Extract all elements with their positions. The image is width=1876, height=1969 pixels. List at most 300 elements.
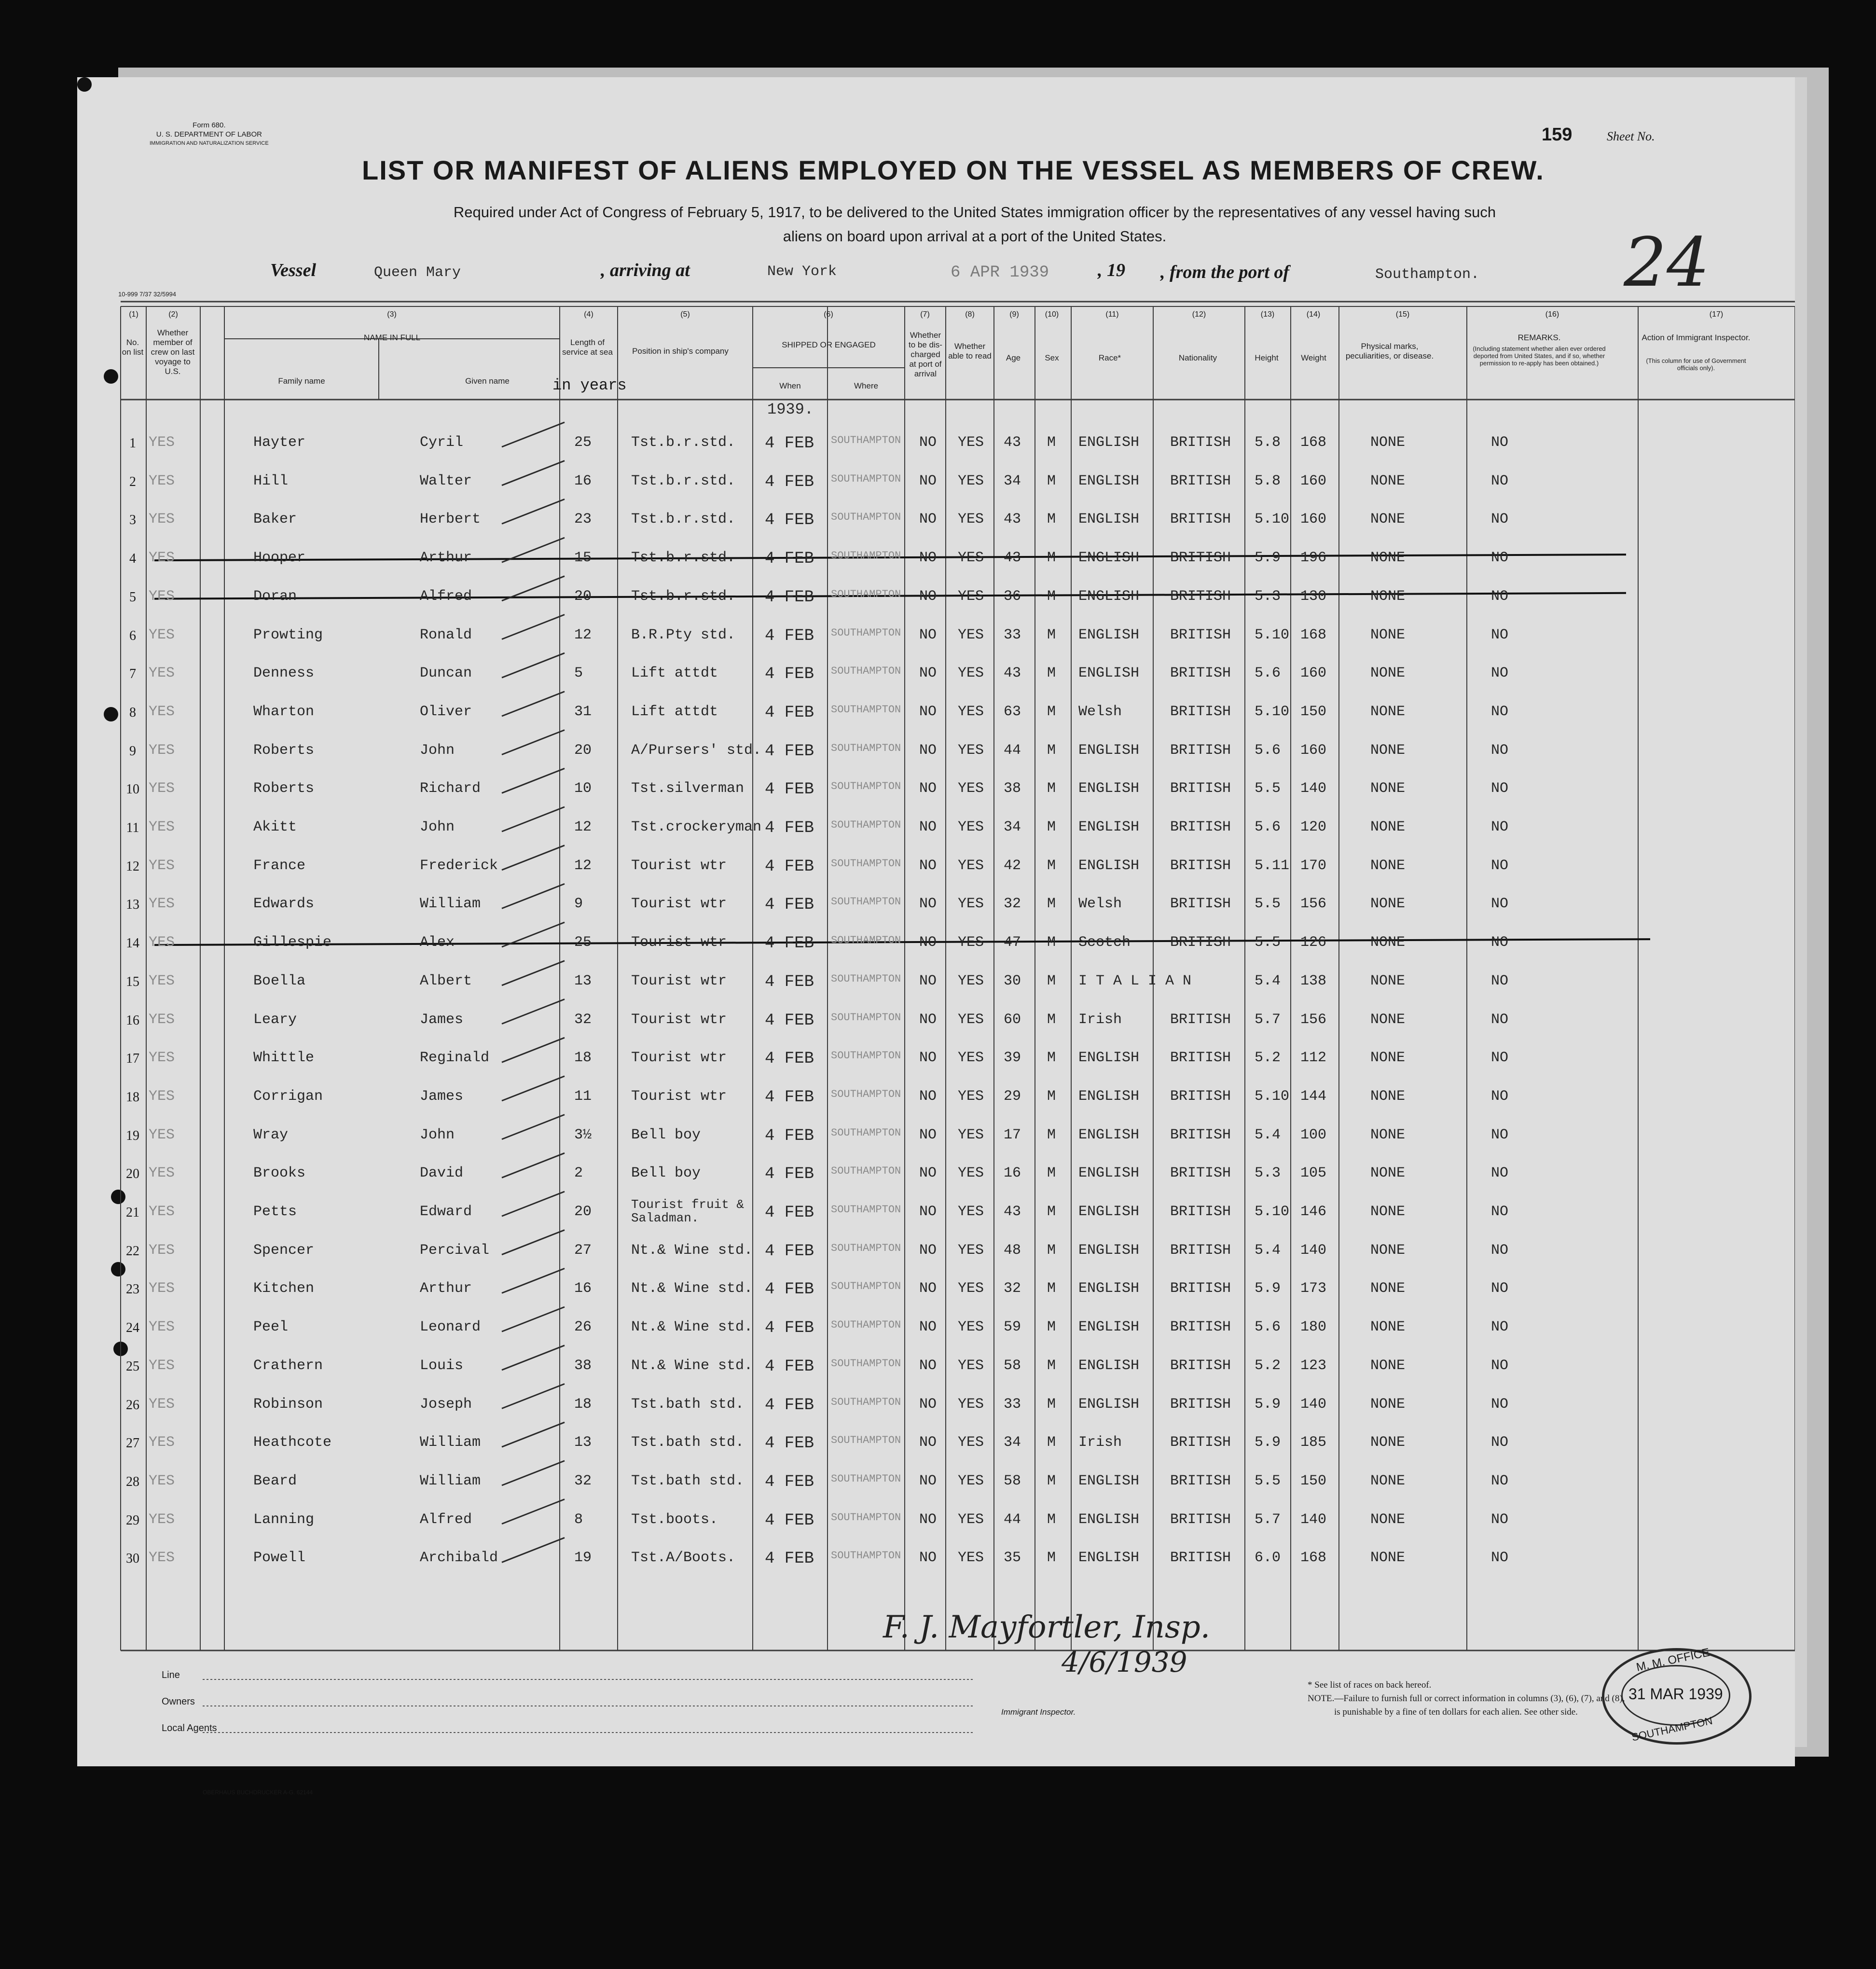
- row-height: 5.2: [1255, 1050, 1281, 1067]
- from-port: Southampton.: [1375, 266, 1480, 283]
- row-nationality: BRITISH: [1170, 626, 1231, 643]
- footer-lines: [77, 77, 1795, 1766]
- row-sex: M: [1047, 1319, 1056, 1336]
- header-given-name: Given name: [465, 376, 510, 386]
- row-race: Irish: [1078, 1011, 1122, 1028]
- column-number: (3): [387, 310, 397, 319]
- header-weight: Weight: [1301, 353, 1326, 362]
- penalty-note-2: is punishable by a fine of ten dollars for each alien. See other side.: [1334, 1707, 1578, 1717]
- row-able-to-read: YES: [958, 972, 984, 989]
- row-discharged: NO: [919, 434, 937, 451]
- row-shipped-where: SOUTHAMPTON: [831, 472, 901, 485]
- row-physical-marks: NONE: [1370, 1242, 1406, 1259]
- row-discharged: NO: [919, 1319, 937, 1336]
- row-sex: M: [1047, 780, 1056, 797]
- row-remarks: NO: [1491, 1011, 1509, 1028]
- row-able-to-read: YES: [958, 472, 984, 489]
- row-family-name: Wray: [253, 1126, 289, 1143]
- row-shipped-when: 4 FEB: [765, 665, 814, 684]
- header-sex: Sex: [1045, 353, 1059, 362]
- row-physical-marks: NONE: [1370, 819, 1406, 835]
- row-nationality: BRITISH: [1170, 1357, 1231, 1374]
- row-length-of-service: 32: [574, 1011, 592, 1028]
- row-length-of-service: 31: [574, 703, 592, 720]
- row-weight: 100: [1300, 1126, 1327, 1143]
- row-age: 39: [1004, 1050, 1021, 1067]
- row-able-to-read: YES: [958, 434, 984, 451]
- row-weight: 144: [1300, 1088, 1327, 1105]
- row-physical-marks: NONE: [1370, 1088, 1406, 1105]
- row-race: ENGLISH: [1078, 550, 1140, 567]
- row-race: ENGLISH: [1078, 588, 1140, 605]
- row-race: ENGLISH: [1078, 819, 1140, 835]
- column-number: (13): [1260, 310, 1275, 319]
- row-nationality: BRITISH: [1170, 1434, 1231, 1451]
- row-remarks: NO: [1491, 972, 1509, 989]
- row-weight: 140: [1300, 780, 1327, 797]
- row-length-of-service: 16: [574, 1280, 592, 1297]
- row-sex: M: [1047, 550, 1056, 567]
- row-crew-status: YES: [149, 472, 175, 489]
- row-number: 19: [126, 1128, 139, 1143]
- row-able-to-read: YES: [958, 1396, 984, 1413]
- row-age: 34: [1004, 1434, 1021, 1451]
- row-remarks: NO: [1491, 1319, 1509, 1336]
- row-shipped-when: 4 FEB: [765, 1280, 814, 1299]
- row-number: 28: [126, 1474, 139, 1489]
- header-where: Where: [854, 381, 879, 390]
- row-discharged: NO: [919, 1280, 937, 1297]
- row-shipped-where: SOUTHAMPTON: [831, 1088, 901, 1100]
- row-shipped-where: SOUTHAMPTON: [831, 972, 901, 985]
- row-shipped-where: SOUTHAMPTON: [831, 742, 901, 754]
- row-shipped-where: SOUTHAMPTON: [831, 1050, 901, 1062]
- row-weight: 112: [1300, 1050, 1327, 1067]
- row-physical-marks: NONE: [1370, 550, 1406, 567]
- row-position: Tst.b.r.std.: [631, 550, 736, 567]
- row-crew-status: YES: [149, 1204, 175, 1220]
- row-length-of-service: 32: [574, 1472, 592, 1489]
- row-discharged: NO: [919, 972, 937, 989]
- printer-mark: OBERHAUS BUCHDRUCKER A-G. 62144: [203, 1789, 313, 1796]
- row-crew-status: YES: [149, 896, 175, 913]
- row-able-to-read: YES: [958, 742, 984, 759]
- row-shipped-where: SOUTHAMPTON: [831, 1204, 901, 1216]
- row-able-to-read: YES: [958, 1550, 984, 1567]
- row-race: ENGLISH: [1078, 1550, 1140, 1567]
- row-crew-status: YES: [149, 1126, 175, 1143]
- row-family-name: Hooper: [253, 550, 306, 567]
- row-sex: M: [1047, 1204, 1056, 1220]
- row-sex: M: [1047, 934, 1056, 951]
- row-family-name: Edwards: [253, 896, 315, 913]
- row-weight: 126: [1300, 934, 1327, 951]
- row-sex: M: [1047, 1396, 1056, 1413]
- arriving-label: , arriving at: [601, 260, 690, 280]
- row-weight: 130: [1300, 588, 1327, 605]
- row-nationality: BRITISH: [1170, 934, 1231, 951]
- row-height: 5.2: [1255, 1357, 1281, 1374]
- row-family-name: Powell: [253, 1550, 306, 1567]
- row-given-name: William: [420, 1472, 481, 1489]
- header-action-note: (This column for use of Government officials only).: [1646, 357, 1746, 372]
- header-whether-member: Whether member of crew on last voyage to U.S.: [151, 328, 195, 376]
- stamp-top-text: M. M. OFFICE: [1635, 1646, 1711, 1674]
- row-height: 5.5: [1255, 934, 1281, 951]
- row-age: 33: [1004, 1396, 1021, 1413]
- row-family-name: Roberts: [253, 742, 315, 759]
- row-family-name: Akitt: [253, 819, 297, 835]
- row-able-to-read: YES: [958, 896, 984, 913]
- penalty-note: NOTE.—Failure to furnish full or correct information in columns (3), (6), (7), and (8),: [1308, 1693, 1625, 1704]
- row-discharged: NO: [919, 1242, 937, 1259]
- row-family-name: Hill: [253, 472, 289, 489]
- row-weight: 146: [1300, 1204, 1327, 1220]
- row-age: 35: [1004, 1550, 1021, 1567]
- row-height: 5.4: [1255, 1242, 1281, 1259]
- row-family-name: Prowting: [253, 626, 323, 643]
- row-number: 20: [126, 1166, 139, 1182]
- row-remarks: NO: [1491, 819, 1509, 835]
- row-height: 5.10: [1255, 626, 1290, 643]
- row-family-name: Corrigan: [253, 1088, 323, 1105]
- row-shipped-when: 4 FEB: [765, 1550, 814, 1568]
- row-crew-status: YES: [149, 1511, 175, 1528]
- row-sex: M: [1047, 1050, 1056, 1067]
- row-shipped-where: SOUTHAMPTON: [831, 1165, 901, 1178]
- row-age: 34: [1004, 472, 1021, 489]
- row-remarks: NO: [1491, 934, 1509, 951]
- row-sex: M: [1047, 472, 1056, 489]
- row-race: ENGLISH: [1078, 857, 1140, 874]
- row-weight: 140: [1300, 1396, 1327, 1413]
- row-sex: M: [1047, 1165, 1056, 1182]
- sheet-number: 159: [1542, 125, 1573, 145]
- row-age: 63: [1004, 703, 1021, 720]
- row-number: 26: [126, 1397, 139, 1413]
- row-given-name: David: [420, 1165, 464, 1182]
- row-discharged: NO: [919, 550, 937, 567]
- row-shipped-when: 4 FEB: [765, 434, 814, 453]
- row-crew-status: YES: [149, 434, 175, 451]
- row-discharged: NO: [919, 1472, 937, 1489]
- row-nationality: BRITISH: [1170, 1011, 1231, 1028]
- row-physical-marks: NONE: [1370, 703, 1406, 720]
- row-height: 5.5: [1255, 780, 1281, 797]
- header-length-of-service: Length of service at sea: [562, 338, 613, 357]
- row-shipped-when: 4 FEB: [765, 511, 814, 530]
- header-race: Race*: [1098, 353, 1121, 362]
- row-physical-marks: NONE: [1370, 1319, 1406, 1336]
- row-given-name: Louis: [420, 1357, 464, 1374]
- row-age: 60: [1004, 1011, 1021, 1028]
- row-height: 5.7: [1255, 1011, 1281, 1028]
- row-physical-marks: NONE: [1370, 780, 1406, 797]
- column-number: (4): [584, 310, 593, 319]
- row-weight: 160: [1300, 472, 1327, 489]
- row-physical-marks: NONE: [1370, 1204, 1406, 1220]
- row-position: Nt.& Wine std.: [631, 1280, 753, 1297]
- row-able-to-read: YES: [958, 626, 984, 643]
- column-number: (9): [1009, 310, 1019, 319]
- row-race: ENGLISH: [1078, 665, 1140, 682]
- row-position: Bell boy: [631, 1126, 701, 1143]
- row-length-of-service: 26: [574, 1319, 592, 1336]
- row-position: Tst.silverman: [631, 780, 745, 797]
- row-height: 5.5: [1255, 1472, 1281, 1489]
- row-family-name: Roberts: [253, 780, 315, 797]
- row-shipped-when: 4 FEB: [765, 1511, 814, 1530]
- row-number: 22: [126, 1243, 139, 1259]
- row-physical-marks: NONE: [1370, 1434, 1406, 1451]
- row-shipped-where: SOUTHAMPTON: [831, 1357, 901, 1370]
- row-discharged: NO: [919, 819, 937, 835]
- row-shipped-where: SOUTHAMPTON: [831, 780, 901, 793]
- row-given-name: Arthur: [420, 550, 472, 567]
- row-crew-status: YES: [149, 1434, 175, 1451]
- row-discharged: NO: [919, 1204, 937, 1220]
- row-family-name: Heathcote: [253, 1434, 332, 1451]
- row-number: 15: [126, 974, 139, 989]
- row-physical-marks: NONE: [1370, 434, 1406, 451]
- column-number: (10): [1045, 310, 1059, 319]
- row-age: 43: [1004, 434, 1021, 451]
- row-crew-status: YES: [149, 1357, 175, 1374]
- row-crew-status: YES: [149, 934, 175, 951]
- header-position: Position in ship's company: [632, 347, 729, 356]
- arriving-port: New York: [767, 263, 837, 280]
- row-physical-marks: NONE: [1370, 742, 1406, 759]
- row-shipped-where: SOUTHAMPTON: [831, 1396, 901, 1408]
- header-physical-marks: Physical marks, peculiarities, or disease.: [1345, 342, 1434, 361]
- row-length-of-service: 12: [574, 857, 592, 874]
- row-physical-marks: NONE: [1370, 1550, 1406, 1567]
- vessel-label: Vessel: [270, 260, 316, 280]
- row-length-of-service: 3½: [574, 1126, 592, 1143]
- row-family-name: Denness: [253, 665, 315, 682]
- row-physical-marks: NONE: [1370, 1280, 1406, 1297]
- row-length-of-service: 20: [574, 588, 592, 605]
- row-race: Scotch: [1078, 934, 1131, 951]
- row-able-to-read: YES: [958, 1434, 984, 1451]
- row-shipped-when: 4 FEB: [765, 742, 814, 761]
- row-shipped-where: SOUTHAMPTON: [831, 588, 901, 600]
- row-family-name: Baker: [253, 511, 297, 528]
- agents-label: Local Agents: [162, 1723, 217, 1733]
- row-weight: 156: [1300, 1011, 1327, 1028]
- row-remarks: NO: [1491, 1396, 1509, 1413]
- row-able-to-read: YES: [958, 703, 984, 720]
- row-nationality: BRITISH: [1170, 1165, 1231, 1182]
- row-given-name: James: [420, 1011, 464, 1028]
- row-age: 43: [1004, 1204, 1021, 1220]
- row-able-to-read: YES: [958, 1472, 984, 1489]
- row-number: 3: [129, 513, 136, 528]
- row-age: 43: [1004, 511, 1021, 528]
- row-remarks: NO: [1491, 511, 1509, 528]
- row-nationality: BRITISH: [1170, 857, 1231, 874]
- row-given-name: Alex: [420, 934, 455, 951]
- column-number: (11): [1105, 310, 1119, 319]
- row-remarks: NO: [1491, 780, 1509, 797]
- row-given-name: Percival: [420, 1242, 490, 1259]
- row-weight: 173: [1300, 1280, 1327, 1297]
- row-age: 34: [1004, 819, 1021, 835]
- row-shipped-where: SOUTHAMPTON: [831, 934, 901, 947]
- row-physical-marks: NONE: [1370, 472, 1406, 489]
- row-sex: M: [1047, 1242, 1056, 1259]
- row-weight: 123: [1300, 1357, 1327, 1374]
- row-number: 8: [129, 705, 136, 720]
- row-number: 16: [126, 1012, 139, 1028]
- row-crew-status: YES: [149, 626, 175, 643]
- subtitle-line-2: aliens on board upon arrival at a port of the United States.: [783, 228, 1167, 245]
- header-height: Height: [1255, 353, 1279, 362]
- row-number: 23: [126, 1282, 139, 1297]
- row-family-name: Doran: [253, 588, 297, 605]
- row-age: 44: [1004, 742, 1021, 759]
- row-shipped-when: 4 FEB: [765, 1357, 814, 1376]
- row-shipped-when: 4 FEB: [765, 588, 814, 607]
- row-length-of-service: 20: [574, 1204, 592, 1220]
- row-weight: 168: [1300, 1550, 1327, 1567]
- row-given-name: Reginald: [420, 1050, 490, 1067]
- row-weight: 160: [1300, 742, 1327, 759]
- row-shipped-where: SOUTHAMPTON: [831, 626, 901, 639]
- row-number: 5: [129, 589, 136, 605]
- column-number: (14): [1306, 310, 1321, 319]
- row-able-to-read: YES: [958, 550, 984, 567]
- row-remarks: NO: [1491, 550, 1509, 567]
- row-race: ENGLISH: [1078, 626, 1140, 643]
- row-length-of-service: 13: [574, 972, 592, 989]
- row-shipped-when: 4 FEB: [765, 780, 814, 799]
- row-sex: M: [1047, 511, 1056, 528]
- row-physical-marks: NONE: [1370, 896, 1406, 913]
- row-length-of-service: 10: [574, 780, 592, 797]
- row-sex: M: [1047, 1011, 1056, 1028]
- row-age: 17: [1004, 1126, 1021, 1143]
- row-height: 5.11: [1255, 857, 1290, 874]
- row-position: Lift attdt: [631, 665, 718, 682]
- row-able-to-read: YES: [958, 1280, 984, 1297]
- row-position: Tourist fruit & Saladman.: [631, 1197, 745, 1225]
- row-age: 58: [1004, 1472, 1021, 1489]
- row-height: 5.4: [1255, 972, 1281, 989]
- header-discharged: Whether to be dis-charged at port of arrival: [909, 331, 942, 378]
- row-discharged: NO: [919, 1550, 937, 1567]
- row-discharged: NO: [919, 934, 937, 951]
- row-height: 5.3: [1255, 1165, 1281, 1182]
- row-remarks: NO: [1491, 1126, 1509, 1143]
- row-sex: M: [1047, 819, 1056, 835]
- row-height: 5.9: [1255, 1280, 1281, 1297]
- row-shipped-when: 4 FEB: [765, 626, 814, 645]
- print-code: 10-999 7/37 32/5994: [118, 291, 176, 298]
- row-remarks: NO: [1491, 1242, 1509, 1259]
- row-crew-status: YES: [149, 1050, 175, 1067]
- row-number: 25: [126, 1359, 139, 1374]
- row-height: 6.0: [1255, 1550, 1281, 1567]
- row-crew-status: YES: [149, 1242, 175, 1259]
- row-shipped-when: 4 FEB: [765, 1242, 814, 1261]
- row-shipped-when: 4 FEB: [765, 1319, 814, 1338]
- row-given-name: John: [420, 819, 455, 835]
- header-shipped: SHIPPED OR ENGAGED: [782, 340, 876, 349]
- row-number: 21: [126, 1205, 139, 1220]
- row-length-of-service: 19: [574, 1550, 592, 1567]
- row-nationality: BRITISH: [1170, 1280, 1231, 1297]
- row-weight: 156: [1300, 896, 1327, 913]
- row-length-of-service: 18: [574, 1396, 592, 1413]
- row-crew-status: YES: [149, 857, 175, 874]
- row-age: 59: [1004, 1319, 1021, 1336]
- row-shipped-when: 4 FEB: [765, 1126, 814, 1145]
- row-family-name: Spencer: [253, 1242, 315, 1259]
- row-crew-status: YES: [149, 819, 175, 835]
- row-weight: 160: [1300, 665, 1327, 682]
- row-shipped-where: SOUTHAMPTON: [831, 1242, 901, 1254]
- row-number: 7: [129, 666, 136, 682]
- row-age: 30: [1004, 972, 1021, 989]
- row-height: 5.10: [1255, 1204, 1290, 1220]
- row-sex: M: [1047, 742, 1056, 759]
- row-family-name: Boella: [253, 972, 306, 989]
- row-sex: M: [1047, 1280, 1056, 1297]
- row-height: 5.6: [1255, 742, 1281, 759]
- row-race: ENGLISH: [1078, 780, 1140, 797]
- row-discharged: NO: [919, 703, 937, 720]
- row-family-name: Wharton: [253, 703, 315, 720]
- row-shipped-when: 4 FEB: [765, 703, 814, 722]
- row-race: ENGLISH: [1078, 1088, 1140, 1105]
- row-weight: 105: [1300, 1165, 1327, 1182]
- row-nationality: BRITISH: [1170, 1126, 1231, 1143]
- row-crew-status: YES: [149, 1165, 175, 1182]
- row-position: Tourist wtr: [631, 1011, 727, 1028]
- row-shipped-where: SOUTHAMPTON: [831, 550, 901, 562]
- row-shipped-where: SOUTHAMPTON: [831, 434, 901, 446]
- row-physical-marks: NONE: [1370, 934, 1406, 951]
- row-able-to-read: YES: [958, 1242, 984, 1259]
- row-number: 2: [129, 474, 136, 489]
- row-physical-marks: NONE: [1370, 1050, 1406, 1067]
- row-weight: 120: [1300, 819, 1327, 835]
- row-family-name: Robinson: [253, 1396, 323, 1413]
- row-discharged: NO: [919, 742, 937, 759]
- row-shipped-when: 4 FEB: [765, 1396, 814, 1414]
- owners-label: Owners: [162, 1696, 195, 1707]
- row-shipped-where: SOUTHAMPTON: [831, 857, 901, 870]
- row-crew-status: YES: [149, 742, 175, 759]
- row-given-name: Leonard: [420, 1319, 481, 1336]
- row-able-to-read: YES: [958, 1319, 984, 1336]
- row-shipped-when: 4 FEB: [765, 472, 814, 491]
- row-remarks: NO: [1491, 896, 1509, 913]
- row-race: ENGLISH: [1078, 434, 1140, 451]
- row-discharged: NO: [919, 1050, 937, 1067]
- row-nationality: BRITISH: [1170, 1319, 1231, 1336]
- row-discharged: NO: [919, 780, 937, 797]
- row-length-of-service: 9: [574, 896, 583, 913]
- row-number: 17: [126, 1051, 139, 1067]
- row-sex: M: [1047, 665, 1056, 682]
- row-able-to-read: YES: [958, 1088, 984, 1105]
- row-given-name: Ronald: [420, 626, 472, 643]
- row-able-to-read: YES: [958, 1050, 984, 1067]
- row-sex: M: [1047, 1472, 1056, 1489]
- header-in-years: in years: [552, 376, 627, 394]
